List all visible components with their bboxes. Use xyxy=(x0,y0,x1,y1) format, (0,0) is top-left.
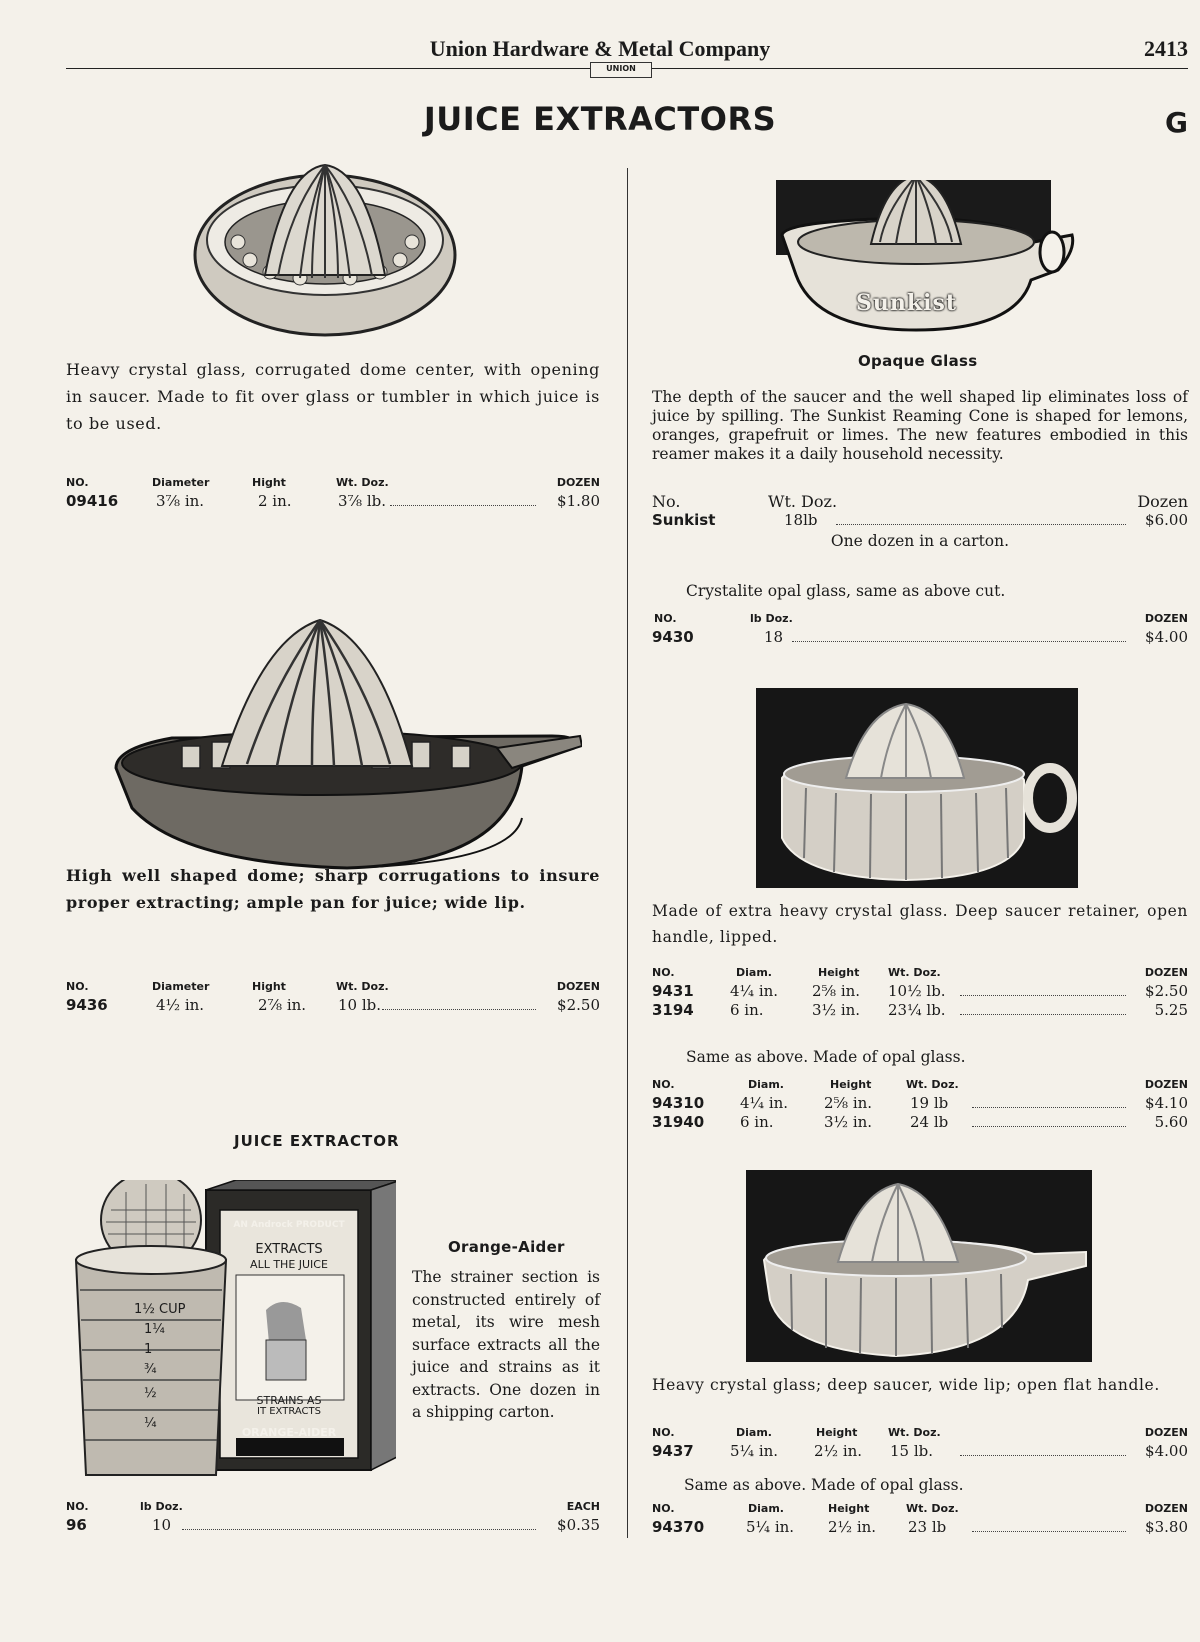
leader-dots xyxy=(382,996,536,1010)
spec-header-row xyxy=(66,476,600,492)
col-weight: lb Doz. xyxy=(140,1500,183,1513)
item-9437-spec-table xyxy=(652,1426,1188,1461)
item-9437-opal-note: Same as above. Made of opal glass. xyxy=(684,1476,964,1494)
spec-header-row xyxy=(652,1078,1188,1094)
leader-dots xyxy=(972,1094,1126,1108)
item-number: 94310 xyxy=(652,1094,705,1112)
orange-aider-name: Orange-Aider xyxy=(448,1238,565,1256)
spec-row xyxy=(652,511,1188,530)
weight: 18lb xyxy=(784,511,818,529)
sunkist-description: The depth of the saucer and the well shaped lip eliminates loss of juice by spilling. The Sunkist Reaming Cone is shaped for lemons, oranges, grapefruit or limes. The new features embodied in this reamer makes it a daily household necessity. xyxy=(652,388,1188,463)
col-no: NO. xyxy=(66,1500,89,1513)
diameter: 6 in. xyxy=(730,1001,764,1019)
diameter: 4½ in. xyxy=(156,996,205,1014)
item-9431-opal-note: Same as above. Made of opal glass. xyxy=(686,1048,966,1066)
col-height: Height xyxy=(816,1426,858,1439)
item-9431-photo xyxy=(756,688,1078,888)
item-number: Sunkist xyxy=(652,511,716,529)
item-number: 9431 xyxy=(652,982,694,1000)
cup-mark-0-75: ¾ xyxy=(144,1362,157,1377)
cup-mark-1: 1 xyxy=(144,1342,153,1357)
box-line-strains: STRAINS AS xyxy=(256,1394,322,1407)
cup-mark-1-5: 1½ CUP xyxy=(134,1302,186,1317)
height: 2⅝ in. xyxy=(812,982,861,1000)
page-title: JUICE EXTRACTORS xyxy=(423,100,777,138)
box-line-it-extracts: IT EXTRACTS xyxy=(257,1406,321,1417)
col-price: DOZEN xyxy=(556,980,600,993)
price: $3.80 xyxy=(1145,1518,1188,1536)
col-diam: Diam. xyxy=(736,966,772,979)
spec-header-row xyxy=(652,1426,1188,1442)
weight: 10 lb. xyxy=(338,996,382,1014)
leader-dots xyxy=(960,982,1126,996)
reamer-9436-illustration xyxy=(112,618,582,883)
diameter: 5¼ in. xyxy=(746,1518,795,1536)
col-price: DOZEN xyxy=(1144,966,1188,979)
leader-dots xyxy=(972,1518,1126,1532)
spec-row xyxy=(652,1442,1188,1461)
spec-row xyxy=(652,1094,1188,1113)
spec-header-row xyxy=(652,612,1188,628)
price: $0.35 xyxy=(557,1516,600,1534)
col-diameter: Diameter xyxy=(152,980,210,993)
height: 2½ in. xyxy=(828,1518,877,1536)
spec-row xyxy=(652,1113,1188,1132)
cup-mark-0-5: ½ xyxy=(144,1386,157,1401)
col-price: DOZEN xyxy=(1144,1078,1188,1091)
sunkist-spec-table xyxy=(652,492,1188,530)
cup-mark-0-25: ¼ xyxy=(144,1416,157,1431)
col-weight: Wt. Doz. xyxy=(768,492,838,511)
spec-row xyxy=(652,1001,1188,1020)
col-weight: Wt. Doz. xyxy=(336,980,389,993)
orange-aider-description: The strainer section is constructed entirely of metal, its wire mesh surface extracts all the juice and strains as it extracts. One dozen in a shipping carton. xyxy=(412,1268,600,1421)
col-height: Height xyxy=(828,1502,870,1515)
leader-dots xyxy=(960,1442,1126,1456)
col-weight: Wt. Doz. xyxy=(336,476,389,489)
price: $2.50 xyxy=(557,996,600,1014)
col-diam: Diam. xyxy=(748,1502,784,1515)
col-price: DOZEN xyxy=(1144,612,1188,625)
spec-row xyxy=(652,1518,1188,1537)
diameter: 6 in. xyxy=(740,1113,774,1131)
spec-row xyxy=(652,628,1188,647)
sunkist-caption: Opaque Glass xyxy=(858,352,978,370)
union-logo: UNION xyxy=(590,62,652,78)
height: 2 in. xyxy=(258,492,292,510)
col-no: NO. xyxy=(66,476,89,489)
leader-dots xyxy=(792,628,1126,642)
crystalite-description: Crystalite opal glass, same as above cut. xyxy=(686,582,1006,600)
leader-dots xyxy=(960,1001,1126,1015)
diameter: 5¼ in. xyxy=(730,1442,779,1460)
reamer-09416-illustration xyxy=(190,160,460,350)
cup-mark-1-25: 1¼ xyxy=(144,1322,165,1337)
company-name: Union Hardware & Metal Company xyxy=(429,36,771,61)
item-9437-description: Heavy crystal glass; deep saucer, wide lip; open flat handle. xyxy=(652,1376,1160,1394)
col-no: NO. xyxy=(66,980,89,993)
item-09416-description: Heavy crystal glass, corrugated dome center, with opening in saucer. Made to fit over glass or tumbler in which juice is to be used. xyxy=(66,360,600,433)
col-height: Height xyxy=(818,966,860,979)
leader-dots xyxy=(836,511,1126,525)
spec-row xyxy=(66,1516,600,1535)
col-height: Hight xyxy=(252,476,286,489)
item-9431-spec-table xyxy=(652,966,1188,1020)
weight: 3⅞ lb. xyxy=(338,492,387,510)
item-number: 31940 xyxy=(652,1113,705,1131)
item-9431-description: Made of extra heavy crystal glass. Deep saucer retainer, open handle, lipped. xyxy=(652,902,1188,946)
weight: 19 lb xyxy=(910,1094,949,1112)
spec-header-row xyxy=(652,1502,1188,1518)
diameter: 4¼ in. xyxy=(740,1094,789,1112)
spec-header-row xyxy=(652,492,1188,511)
col-price: DOZEN xyxy=(1144,1426,1188,1439)
price: $1.80 xyxy=(557,492,600,510)
spec-header-row xyxy=(66,1500,600,1516)
price: $4.00 xyxy=(1145,1442,1188,1460)
item-96-spec-table xyxy=(66,1500,600,1535)
page-number: 2413 xyxy=(1144,36,1188,61)
col-weight: Wt. Doz. xyxy=(888,966,941,979)
column-divider xyxy=(627,168,628,1538)
diameter: 3⅞ in. xyxy=(156,492,205,510)
col-price: DOZEN xyxy=(1144,1502,1188,1515)
col-weight: Wt. Doz. xyxy=(906,1502,959,1515)
weight: 10 xyxy=(152,1516,172,1534)
spec-row xyxy=(66,996,600,1015)
col-diam: Diam. xyxy=(748,1078,784,1091)
box-line-extracts: EXTRACTS xyxy=(255,1242,323,1257)
item-9437-reamer-drawing xyxy=(746,1170,1092,1362)
weight: 10½ lb. xyxy=(888,982,946,1000)
item-number: 9430 xyxy=(652,628,694,646)
weight: 18 xyxy=(764,628,784,646)
col-no: NO. xyxy=(652,1502,675,1515)
item-9437-photo xyxy=(746,1170,1092,1362)
sunkist-reamer-illustration xyxy=(776,180,1076,340)
leader-dots xyxy=(390,492,536,506)
box-line-orange-aider: ORANGE-AIDER xyxy=(241,1426,337,1439)
box-line-all-juice: ALL THE JUICE xyxy=(250,1258,328,1271)
item-number: 3194 xyxy=(652,1001,694,1019)
spec-row xyxy=(66,492,600,511)
col-diameter: Diameter xyxy=(152,476,210,489)
col-height: Hight xyxy=(252,980,286,993)
height: 2⅞ in. xyxy=(258,996,307,1014)
item-9436-description: High well shaped dome; sharp corrugations to insure proper extracting; ample pan for juice; wide lip. xyxy=(66,866,600,912)
price: $6.00 xyxy=(1145,511,1188,529)
item-9431-reamer-drawing xyxy=(756,688,1078,888)
weight: 23¼ lb. xyxy=(888,1001,946,1019)
weight: 23 lb xyxy=(908,1518,947,1536)
price: $4.10 xyxy=(1145,1094,1188,1112)
juice-extractor-subtitle: JUICE EXTRACTOR xyxy=(234,1132,400,1150)
leader-dots xyxy=(182,1516,536,1530)
item-number: 9436 xyxy=(66,996,108,1014)
item-9430-spec-table xyxy=(652,612,1188,647)
item-number: 94370 xyxy=(652,1518,705,1536)
col-no: No. xyxy=(652,492,681,511)
item-number: 96 xyxy=(66,1516,87,1534)
leader-dots xyxy=(972,1113,1126,1127)
height: 2½ in. xyxy=(814,1442,863,1460)
price: 5.60 xyxy=(1154,1113,1188,1131)
item-94370-spec-table xyxy=(652,1502,1188,1537)
price: 5.25 xyxy=(1154,1001,1188,1019)
col-no: NO. xyxy=(652,1078,675,1091)
col-height: Height xyxy=(830,1078,872,1091)
col-weight: Wt. Doz. xyxy=(906,1078,959,1091)
col-price: DOZEN xyxy=(556,476,600,489)
spec-row xyxy=(652,982,1188,1001)
col-no: NO. xyxy=(654,612,677,625)
col-no: NO. xyxy=(652,1426,675,1439)
item-09416-spec-table xyxy=(66,476,600,511)
item-number: 09416 xyxy=(66,492,119,510)
sunkist-logo: Sunkist xyxy=(856,290,958,316)
col-price: EACH xyxy=(566,1500,600,1513)
box-brand: AN Androck PRODUCT xyxy=(233,1220,345,1230)
sunkist-carton-note: One dozen in a carton. xyxy=(830,532,1010,550)
height: 3½ in. xyxy=(824,1113,873,1131)
item-number: 9437 xyxy=(652,1442,694,1460)
price: $4.00 xyxy=(1145,628,1188,646)
weight: 15 lb. xyxy=(890,1442,934,1460)
spec-header-row xyxy=(652,966,1188,982)
spec-header-row xyxy=(66,980,600,996)
col-no: NO. xyxy=(652,966,675,979)
height: 2⅝ in. xyxy=(824,1094,873,1112)
item-9436-spec-table xyxy=(66,980,600,1015)
height: 3½ in. xyxy=(812,1001,861,1019)
col-diam: Diam. xyxy=(736,1426,772,1439)
weight: 24 lb xyxy=(910,1113,949,1131)
diameter: 4¼ in. xyxy=(730,982,779,1000)
col-weight: lb Doz. xyxy=(750,612,793,625)
price: $2.50 xyxy=(1145,982,1188,1000)
col-price: Dozen xyxy=(1137,492,1188,511)
col-weight: Wt. Doz. xyxy=(888,1426,941,1439)
section-letter: G xyxy=(1165,106,1188,139)
item-94310-spec-table xyxy=(652,1078,1188,1132)
